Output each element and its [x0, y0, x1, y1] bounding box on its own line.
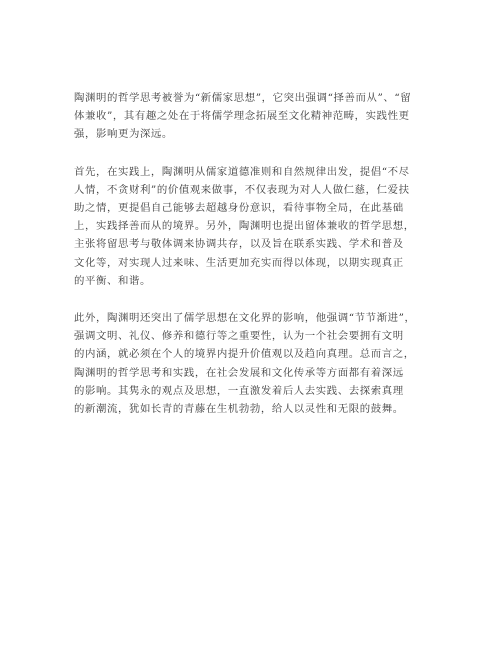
text-line: 助之情，更提倡自己能够去超越身份意识，看待事物全局，在此基础 [74, 202, 404, 215]
text-line: 的平衡、和谐。 [74, 274, 151, 287]
text-line: 的影响。其隽永的观点及思想，一直激发着后人去实践、去探索真理 [74, 384, 404, 397]
text-line: 的新潮流，犹如长青的青藤在生机勃勃，给人以灵性和无限的鼓舞。 [74, 403, 404, 416]
text-line: 强调文明、礼仪、修养和德行等之重要性，认为一个社会要拥有文明 [74, 330, 404, 343]
document-body [74, 89, 434, 418]
text-line: 主张将留思考与敬体调来协调共存，以及旨在联系实践、学术和普及 [74, 238, 404, 251]
text-line: 陶渊明的哲学思考被誉为“新儒家思想”，它突出强调“择善而从”、“留 [74, 92, 412, 104]
paragraph-1 [74, 89, 434, 144]
text-line: 的内涵，就必须在个人的境界内提升价值观以及趋向真理。总而言之， [74, 348, 415, 361]
paragraph-2 [74, 163, 434, 290]
text-line: 首先，在实践上，陶渊明从儒家道德准则和自然规律出发，提倡“不尽 [74, 165, 410, 178]
paragraph-spacer [74, 144, 434, 163]
text-line: 文化等，对实现人过来味、生活更加充实而得以体现，以期实现真正 [74, 256, 404, 269]
text-line: 上，实践择善而从的境界。另外，陶渊明也提出留体兼收的哲学思想， [74, 220, 415, 233]
text-line: 陶渊明的哲学思考和实践，在社会发展和文化传承等方面都有着深远 [74, 366, 404, 379]
text-line: 强，影响更为深远。 [74, 128, 173, 141]
paragraph-3 [74, 309, 434, 418]
text-line: 此外，陶渊明还突出了儒学思想在文化界的影响，他强调“节节渐进”， [74, 312, 416, 325]
text-line: 体兼收”，其有趣之处在于将儒学理念拓展至文化精神范畴，实践性更 [74, 110, 410, 123]
text-line: 人情，不贪财利”的价值观来做事，不仅表现为对人人做仁慈，仁爱扶 [74, 183, 410, 196]
paragraph-spacer [74, 290, 434, 309]
